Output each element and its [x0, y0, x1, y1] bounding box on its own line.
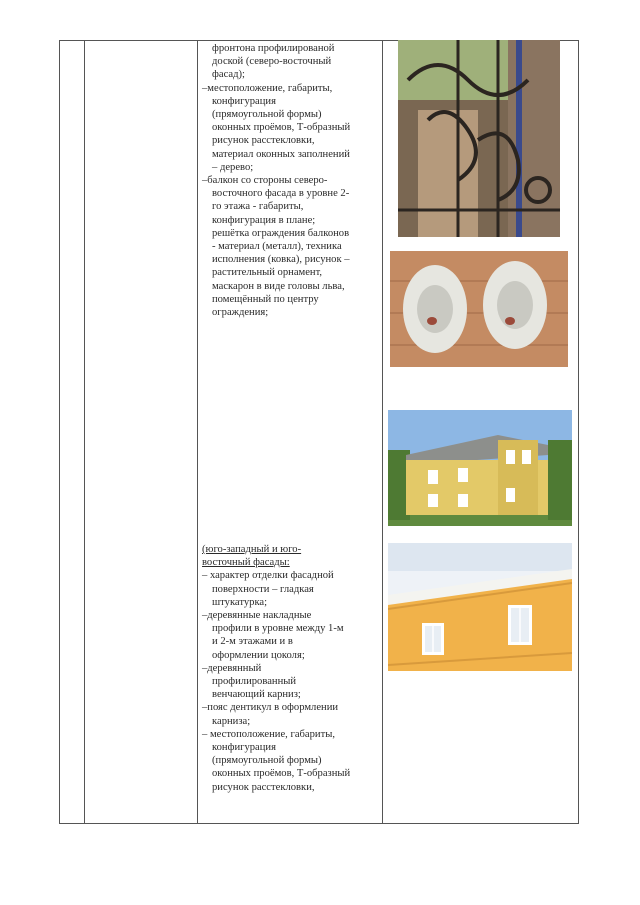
feature-line: растительный орнамент, — [212, 267, 323, 279]
feature-line: – местоположение, габариты, — [202, 728, 335, 740]
feature-line: (прямоугольной формы) — [212, 755, 322, 767]
feature-line: го этажа - габариты, — [212, 201, 304, 213]
feature-line: поверхности – гладкая — [212, 583, 314, 595]
feature-line: (прямоугольной формы) — [212, 109, 322, 121]
feature-line: рисунок расстекловки, — [212, 135, 315, 147]
features-text-block-1 — [202, 42, 380, 319]
feature-line: восточного фасада в уровне 2- — [212, 188, 350, 200]
house-view-photo — [388, 410, 572, 526]
feature-line: помещённый по центру — [212, 293, 319, 305]
lion-mascaron-photo — [390, 251, 568, 367]
feature-line: конфигурация в плане; — [212, 214, 316, 226]
facade-heading-line-1: (юго-западный и юго- — [202, 544, 302, 555]
feature-line: доской (северо-восточный — [212, 56, 332, 68]
feature-line: карниза; — [212, 715, 251, 727]
feature-line: оконных проёмов, Т-образный — [212, 768, 351, 780]
feature-line: ограждения; — [212, 307, 269, 319]
feature-line: конфигурация — [212, 742, 276, 754]
feature-line: – дерево; — [212, 161, 254, 173]
feature-line: штукатурка; — [212, 596, 268, 608]
feature-line: венчающий карниз; — [212, 689, 301, 701]
facade-heading-line-2: восточный фасады: — [202, 557, 290, 569]
feature-line: маскарон в виде головы льва, — [212, 280, 345, 292]
feature-line: профилированный — [212, 676, 297, 688]
feature-line: материал оконных заполнений — [212, 148, 350, 160]
facade-fragment-photo — [388, 543, 572, 671]
feature-line: фасад); — [212, 69, 245, 81]
feature-line: исполнения (ковка), рисунок – — [212, 254, 350, 266]
column-divider-2 — [197, 40, 198, 824]
feature-line: рисунок расстекловки, — [212, 781, 315, 793]
column-divider-1 — [84, 40, 85, 824]
feature-line: фронтона профилированой — [212, 43, 335, 54]
feature-line: –местоположение, габариты, — [202, 82, 333, 94]
feature-line: конфигурация — [212, 95, 276, 107]
feature-line: - материал (металл), техника — [212, 241, 342, 253]
feature-line: решётка ограждения балконов — [212, 227, 350, 239]
feature-line: –деревянный — [202, 662, 262, 674]
feature-line: профили в уровне между 1-м — [212, 623, 344, 635]
balcony-railing-photo — [398, 40, 560, 237]
feature-line: оформлении цоколя; — [212, 649, 305, 661]
feature-line: оконных проёмов, Т-образный — [212, 122, 351, 134]
features-list-2 — [202, 569, 380, 793]
feature-line: –деревянные накладные — [202, 610, 312, 622]
feature-line: –пояс дентикул в оформлении — [202, 702, 339, 714]
feature-line: и 2-м этажами и в — [212, 636, 293, 648]
feature-line: –балкон со стороны северо- — [202, 175, 328, 187]
features-text-block-2 — [202, 543, 380, 794]
column-divider-3 — [382, 40, 383, 824]
feature-line: – характер отделки фасадной — [202, 570, 334, 582]
